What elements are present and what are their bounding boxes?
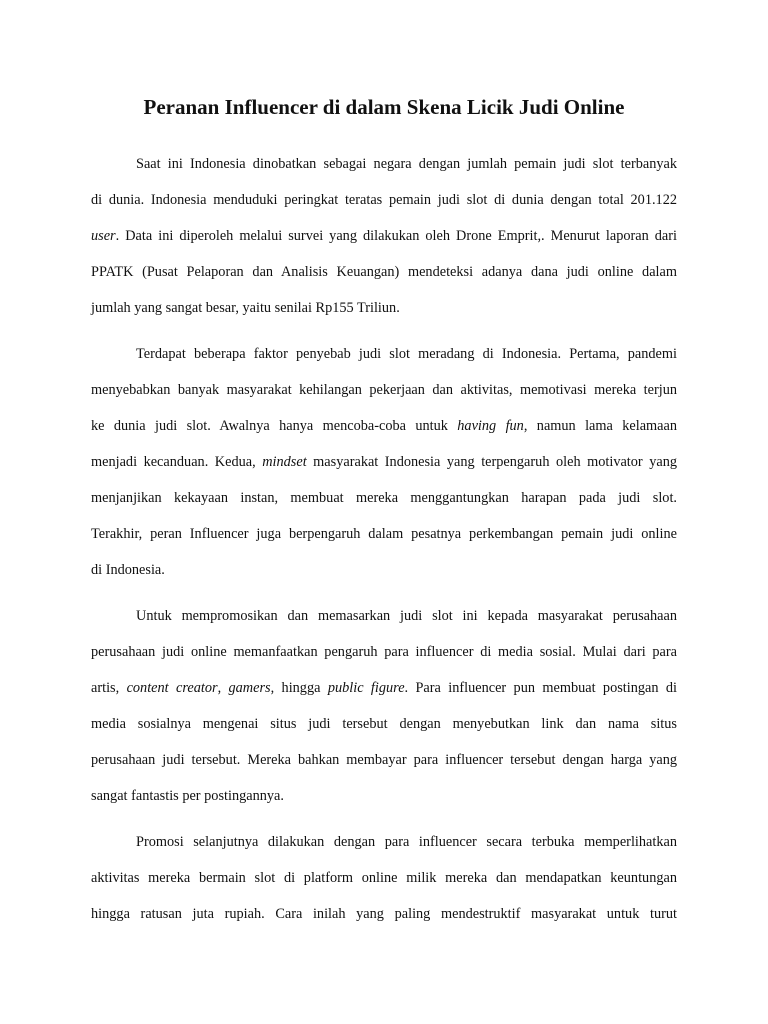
paragraph-3-line-3: artis, content creator, gamers, hingga public figure. Para influencer pun membuat postingan di (91, 680, 677, 696)
italic-term-public-figure: public figure (327, 680, 405, 696)
paragraph-2-line-5: menjanjikan kekayaan instan, membuat mereka menggantungkan harapan pada judi slot. (91, 490, 677, 506)
italic-term-mindset: mindset (262, 454, 307, 470)
italic-term-having-fun: having fun (457, 418, 524, 434)
paragraph-4-line-2: aktivitas mereka bermain slot di platform online milik mereka dan mendapatkan keuntungan (91, 870, 677, 886)
paragraph-2-line-1: Terdapat beberapa faktor penyebab judi slot meradang di Indonesia. Pertama, pandemi (136, 346, 677, 362)
paragraph-4-line-1: Promosi selanjutnya dilakukan dengan para influencer secara terbuka memperlihatkan (136, 834, 677, 850)
paragraph-3 (91, 598, 677, 814)
italic-term-gamers: gamers (228, 680, 271, 696)
document-title: Peranan Influencer di dalam Skena Licik Judi Online (143, 95, 625, 119)
document-body (91, 146, 677, 942)
paragraph-2 (91, 336, 677, 588)
paragraph-1-line-4: PPATK (Pusat Pelaporan dan Analisis Keuangan) mendeteksi adanya dana judi online dalam (91, 264, 677, 280)
paragraph-1-line-3: user. Data ini diperoleh melalui survei yang dilakukan oleh Drone Emprit,. Menurut laporan dari (91, 228, 677, 244)
paragraph-2-line-7: di Indonesia. (91, 562, 165, 578)
paragraph-3-line-2: perusahaan judi online memanfaatkan pengaruh para influencer di media sosial. Mulai dari para (91, 644, 677, 660)
paragraph-1-line-5: jumlah yang sangat besar, yaitu senilai Rp155 Triliun. (91, 300, 400, 316)
italic-term-content-creator: content creator (126, 680, 218, 696)
paragraph-2-line-6: Terakhir, peran Influencer juga berpengaruh dalam pesatnya perkembangan pemain judi online (91, 526, 677, 542)
paragraph-4-line-3: hingga ratusan juta rupiah. Cara inilah yang paling mendestruktif masyarakat untuk turut (91, 906, 677, 922)
paragraph-2-line-4: menjadi kecanduan. Kedua, mindset masyarakat Indonesia yang terpengaruh oleh motivator yang (91, 454, 677, 470)
paragraph-3-line-5: perusahaan judi tersebut. Mereka bahkan membayar para influencer tersebut dengan harga yang (91, 752, 677, 768)
paragraph-4 (91, 824, 677, 932)
paragraph-2-line-2: menyebabkan banyak masyarakat kehilangan pekerjaan dan aktivitas, memotivasi mereka terjun (91, 382, 677, 398)
paragraph-3-line-4: media sosialnya mengenai situs judi tersebut dengan menyebutkan link dan nama situs (91, 716, 677, 732)
paragraph-2-line-3: ke dunia judi slot. Awalnya hanya mencoba-coba untuk having fun, namun lama kelamaan (91, 418, 678, 434)
paragraph-1-line-2: di dunia. Indonesia menduduki peringkat teratas pemain judi slot di dunia dengan total 201.122 (91, 192, 677, 208)
paragraph-3-line-6: sangat fantastis per postingannya. (91, 788, 284, 804)
paragraph-3-line-1: Untuk mempromosikan dan memasarkan judi slot ini kepada masyarakat perusahaan (136, 608, 677, 624)
paragraph-1-line-1: Saat ini Indonesia dinobatkan sebagai negara dengan jumlah pemain judi slot terbanyak (136, 156, 677, 172)
paragraph-1 (91, 146, 677, 326)
italic-term-user: user (91, 228, 116, 244)
